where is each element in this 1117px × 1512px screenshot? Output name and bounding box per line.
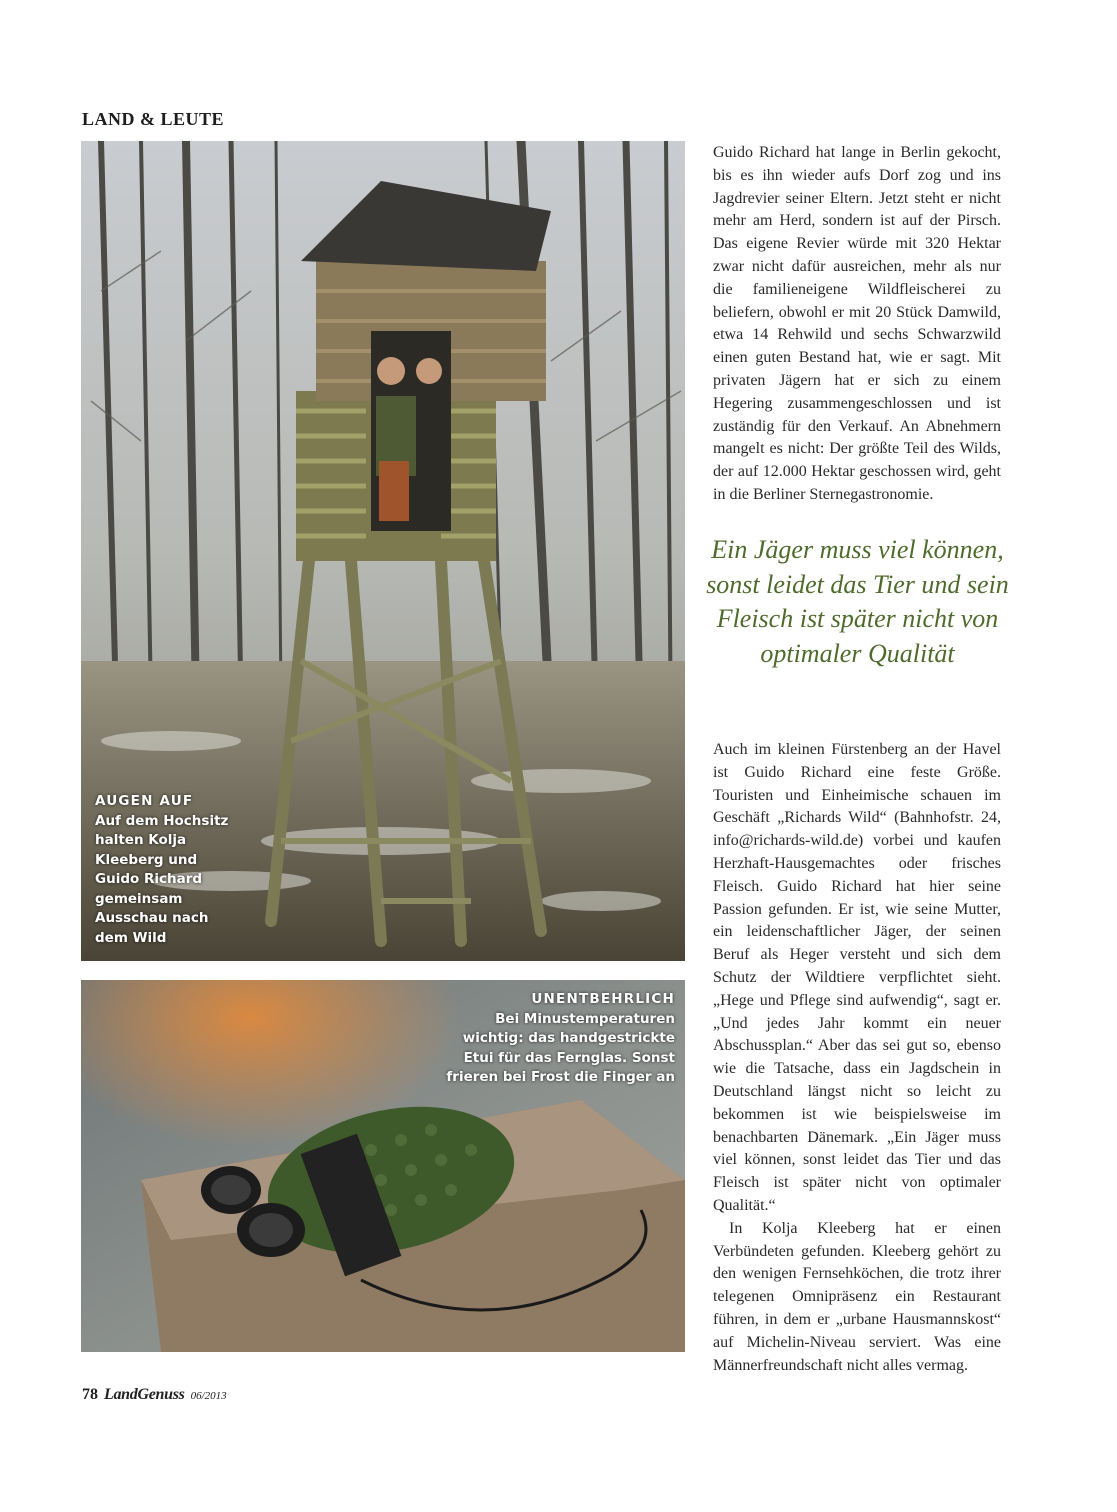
photo-caption-top (95, 792, 230, 948)
caption-text: Auf dem Hochsitz halten Kolja Kleeberg und Guido Richard gemeinsam Ausschau nach dem Wild (95, 812, 229, 946)
caption-heading: UNENTBEHRLICH (531, 991, 675, 1007)
photo-caption-bottom (430, 990, 675, 1088)
magazine-logo: LandGenuss (104, 1386, 185, 1403)
caption-heading: AUGEN AUF (95, 793, 194, 809)
page-footer (82, 1386, 227, 1404)
article-paragraph: Guido Richard hat lange in Berlin gekocht, bis es ihn wieder aufs Dorf zog und ins Jagdrevier seiner Eltern. Jetzt steht er nicht mehr am Herd, sondern ist auf der Pirsch. Das eigene Revier würde mit 320 Hektar zwar nicht dafür ausreichen, mehr als nur die familieneigene Wildfleischerei zu beliefern, obwohl er mit 20 Stück Damwild, etwa 14 Rehwild und sechs Schwarzwild einen guten Bestand hat, wie er sagt. Mit privaten Jägern hat er sich zu einem Hegering zusammengeschlossen und ist zuständig für den Verkauf. An Abnehmern mangelt es nicht: Der größte Teil des Wilds, der auf 12.000 Hektar geschossen wird, geht in die Berliner Sternegastronomie. (713, 144, 1001, 503)
article-paragraph: Auch im kleinen Fürstenberg an der Havel ist Guido Richard eine feste Größe. Touristen und Einheimische schauen im Geschäft „Richards Wild“ (Bahnhofstr. 24, info@richards-wild.de) vorbei und kaufen Herzhaft-Hausgemachtes oder frisches Fleisch. Guido Richard hat hier seine Passion gefunden. Er ist, wie seine Mutter, ein leidenschaftlicher Jäger, der seinen Beruf als Heger versteht und sich dem Schutz der Wildtiere verpflichtet sieht. „Hege und Pflege sind aufwendig“, sagt er. „Und jedes Jahr kommt ein neuer Abschussplan.“ Aber das sei gut so, ebenso wie die Tatsache, dass ein Jagdschein in Deutschland längst nicht so leicht zu bekommen ist wie beispielsweise im benachbarten Dänemark. „Ein Jäger muss viel können, sonst leidet das Tier und das Fleisch ist später nicht von optimaler Qualität.“ (713, 741, 1001, 1214)
issue-date: 06/2013 (190, 1390, 227, 1402)
section-label: LAND & LEUTE (82, 109, 225, 129)
pull-quote: Ein Jäger muss viel können, sonst leidet das Tier und sein Fleisch ist später nicht von optimaler Qualität (706, 535, 1009, 668)
article-column-lower (713, 739, 1001, 1377)
page-number: 78 (82, 1386, 98, 1403)
article-paragraph: In Kolja Kleeberg hat er einen Verbündeten gefunden. Kleeberg gehört zu den wenigen Fernsehköchen, die trotz ihrer telegenen Omnipräsenz ein Restaurant führen, in dem er „urbane Hausmannskost“ auf Michelin-Niveau serviert. Was eine Männerfreundschaft nicht alles vermag. (713, 1219, 1001, 1374)
caption-text: Bei Minustemperaturen wichtig: das handgestrickte Etui für das Fernglas. Sonst frieren bei Frost die Finger an (446, 1010, 675, 1085)
article-column-upper (713, 142, 1001, 507)
